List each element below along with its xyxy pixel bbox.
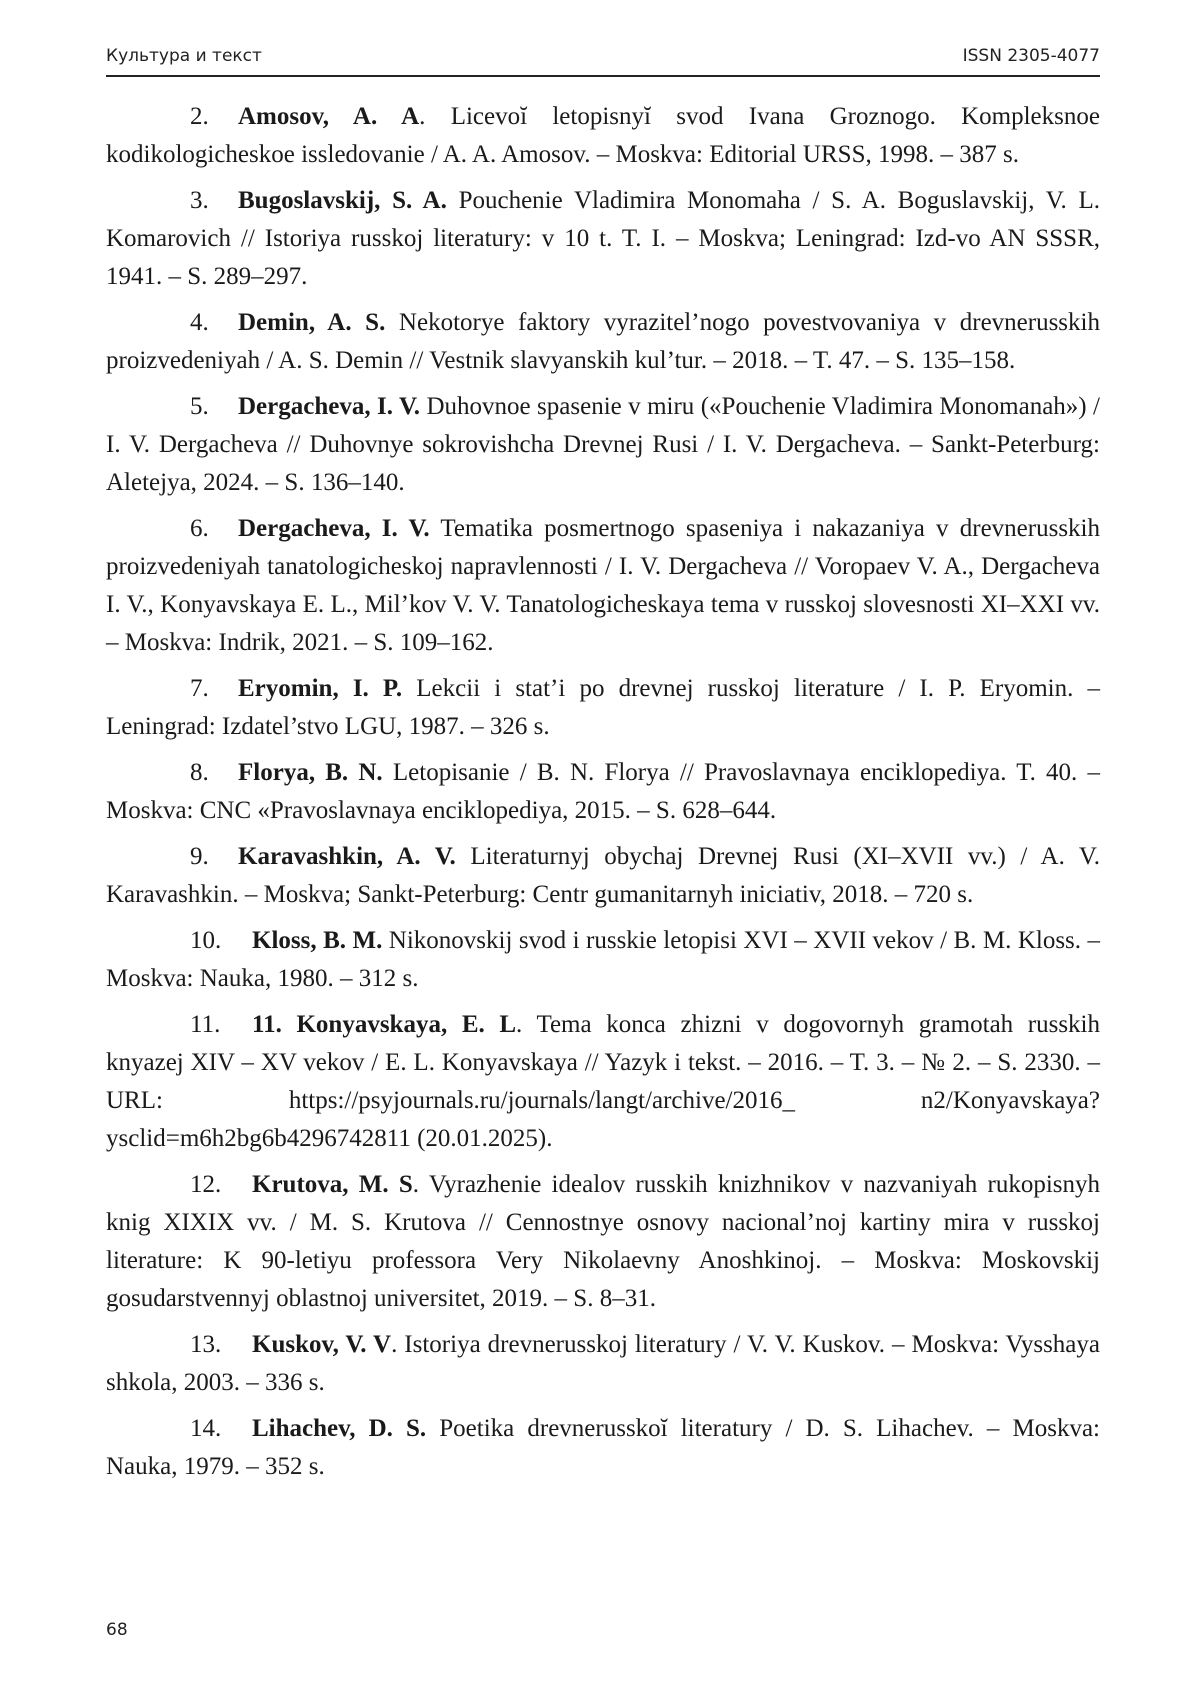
reference-item xyxy=(106,1410,1100,1486)
reference-text: Letopisanie / B. N. Florya // Pravoslavnaya enciklopediya. T. 40. – Moskva: CNC «Pravoslavnaya enciklopediya, 2015. – S. 628–644. xyxy=(106,759,1100,824)
reference-text: . Tema konca zhizni v dogovornyh gramotah russkih knyazej XIV – XV vekov / E. L. Konyavskaya // Yazyk i tekst. – 2016. – T. 3. – № 2. – S. 2330. – URL: https://psyjournals.ru/journals/langt/archive/2016_ n2/Konyavskaya?ysclid=m6h2bg6b4296742811 (20.01.2025). xyxy=(106,1011,1100,1152)
reference-author: Bugoslavskij, S. A. xyxy=(238,187,447,214)
reference-number: 8. xyxy=(190,759,209,786)
reference-text: Nikonovskij svod i russkie letopisi XVI – XVII vekov / B. M. Kloss. – Moskva: Nauka, 1980. – 312 s. xyxy=(106,927,1101,992)
reference-item xyxy=(106,1166,1100,1318)
reference-author: Karavashkin, A. V. xyxy=(238,843,456,870)
reference-text: Lekcii i stat’i po drevnej russkoj literature / I. P. Eryomin. – Leningrad: Izdatel’stvo LGU, 1987. – 326 s. xyxy=(106,675,1100,740)
running-header xyxy=(106,46,1100,77)
reference-number: 11. xyxy=(190,1011,221,1038)
reference-text: Nekotorye faktory vyrazitel’nogo povestvovaniya v drevnerusskih proizvedeniyah / A. S. Demin // Vestnik slavyanskih kul’tur. – 2018. – T. 47. – S. 135–158. xyxy=(106,309,1100,374)
reference-item xyxy=(106,98,1100,174)
reference-text: Duhovnoe spasenie v miru («Pouchenie Vladimira Monomanah») / I. V. Dergacheva // Duhovnye sokrovishcha Drevnej Rusi / I. V. Dergacheva. – Sankt-Peterburg: Aletejya, 2024. – S. 136–140. xyxy=(106,393,1100,496)
journal-title: Культура и текст xyxy=(106,46,262,66)
issn-label: ISSN 2305-4077 xyxy=(962,46,1100,66)
reference-text: Tematika posmertnogo spaseniya i nakazaniya v drevnerusskih proizvedeniyah tanatologicheskoj napravlennosti / I. V. Dergacheva // Voropaev V. A., Dergacheva I. V., Konyavskaya E. L., Mil’kov V. V. Tanatologicheskaya tema v russkoj slovesnosti XI–XXI vv. – Moskva: Indrik, 2021. – S. 109–162. xyxy=(106,515,1100,656)
reference-number: 3. xyxy=(190,187,209,214)
reference-item xyxy=(106,388,1100,502)
reference-number: 6. xyxy=(190,515,209,542)
reference-number: 14. xyxy=(190,1415,222,1442)
reference-author: Krutova, M. S xyxy=(252,1171,413,1198)
reference-number: 12. xyxy=(190,1171,222,1198)
reference-number: 5. xyxy=(190,393,209,420)
reference-number: 13. xyxy=(190,1331,222,1358)
reference-list xyxy=(106,98,1100,1494)
reference-author: Dergacheva, I. V. xyxy=(238,515,430,542)
reference-item xyxy=(106,1326,1100,1402)
reference-author: Kuskov, V. V xyxy=(252,1331,392,1358)
reference-item xyxy=(106,1006,1100,1158)
reference-text: . Licevoĭ letopisnyĭ svod Ivana Groznogo. Kompleksnoe kodikologicheskoe issledovanie / A. A. Amosov. – Moskva: Editorial URSS, 1998. – 387 s. xyxy=(106,103,1100,168)
reference-number: 4. xyxy=(190,309,209,336)
reference-item xyxy=(106,182,1100,296)
reference-item xyxy=(106,304,1100,380)
reference-number: 7. xyxy=(190,675,209,702)
reference-number: 2. xyxy=(190,103,209,130)
reference-author: Kloss, B. M. xyxy=(252,927,383,954)
reference-text: Poetika drevnerusskoĭ literatury / D. S. Lihachev. – Moskva: Nauka, 1979. – 352 s. xyxy=(106,1415,1101,1480)
reference-text: Pouchenie Vladimira Monomaha / S. A. Boguslavskij, V. L. Komarovich // Istoriya russkoj literatury: v 10 t. T. I. – Moskva; Leningrad: Izd-vo AN SSSR, 1941. – S. 289–297. xyxy=(106,187,1100,290)
reference-item xyxy=(106,838,1100,914)
reference-text: Literaturnyj obychaj Drevnej Rusi (XI–XVII vv.) / A. V. Karavashkin. – Moskva; Sankt-Peterburg: Centr gumanitarnyh iniciativ, 2018. – 720 s. xyxy=(106,843,1100,908)
reference-author: Eryomin, I. P. xyxy=(238,675,403,702)
reference-author: Demin, A. S. xyxy=(238,309,386,336)
reference-author: Amosov, A. A xyxy=(238,103,420,130)
reference-text: . Istoriya drevnerusskoj literatury / V. V. Kuskov. – Moskva: Vysshaya shkola, 2003. – 336 s. xyxy=(106,1331,1100,1396)
reference-item xyxy=(106,754,1100,830)
reference-author: Florya, B. N. xyxy=(238,759,383,786)
reference-item xyxy=(106,670,1100,746)
reference-author: 11. Konyavskaya, E. L xyxy=(252,1011,517,1038)
reference-item xyxy=(106,510,1100,662)
reference-author: Dergacheva, I. V. xyxy=(238,393,421,420)
reference-author: Lihachev, D. S. xyxy=(252,1415,427,1442)
page-number: 68 xyxy=(106,1620,128,1640)
reference-number: 10. xyxy=(190,927,222,954)
reference-number: 9. xyxy=(190,843,209,870)
reference-item xyxy=(106,922,1100,998)
reference-text: . Vyrazhenie idealov russkih knizhnikov v nazvaniyah rukopisnyh knig XIXIX vv. / M. S. Krutova // Cennostnye osnovy nacional’noj kartiny mira v russkoj literature: K 90-letiyu professora Very Nikolaevny Anoshkinoj. – Moskva: Moskovskij gosudarstvennyj oblastnoj universitet, 2019. – S. 8–31. xyxy=(106,1171,1100,1312)
